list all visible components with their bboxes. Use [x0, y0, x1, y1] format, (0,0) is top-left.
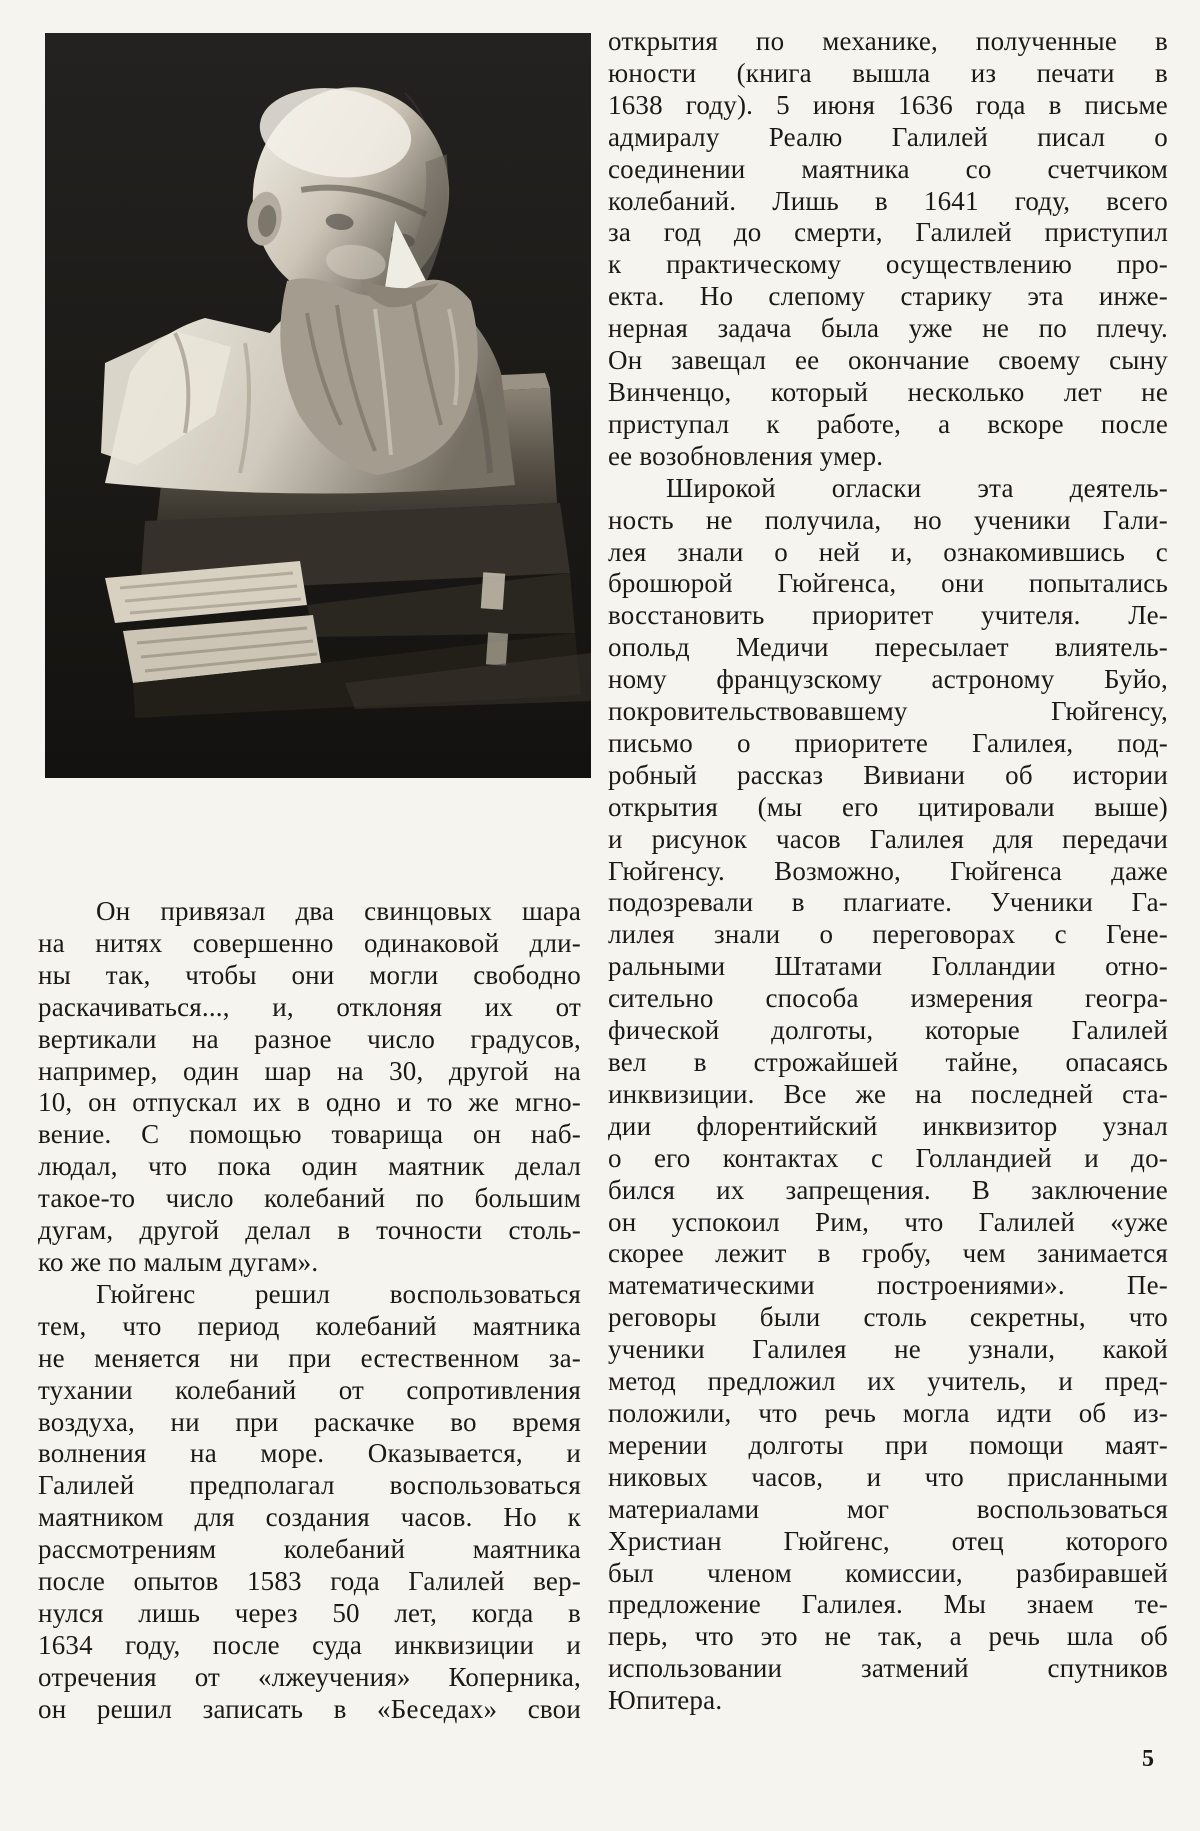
text-line: такое-то число колебаний по большим: [38, 1183, 581, 1214]
text-line: ному французскому астроному Буйо,: [608, 664, 1168, 695]
text-line: Гюйгенсу. Возможно, Гюйгенса даже: [608, 855, 1168, 886]
text-line: он успокоил Рим, что Галилей «уже: [608, 1206, 1168, 1237]
page-number: 5: [1142, 1746, 1154, 1772]
paragraph: [38, 1279, 581, 1726]
galileo-bust-photo: [45, 33, 591, 778]
text-line: отречения от «лжеучения» Коперника,: [38, 1661, 581, 1692]
text-line: мерении долготы при помощи маят-: [608, 1429, 1168, 1460]
text-line: метод предложил их учитель, и пред-: [608, 1366, 1168, 1397]
text-line: был членом комиссии, разбиравшей: [608, 1557, 1168, 1588]
text-line: к практическому осуществлению про-: [608, 249, 1168, 280]
text-line: на нитях совершенно одинаковой дли-: [38, 927, 581, 958]
text-line: ны так, чтобы они могли свободно: [38, 959, 581, 990]
text-line: тем, что период колебаний маятника: [38, 1310, 581, 1341]
text-line: нулся лишь через 50 лет, когда в: [38, 1597, 581, 1628]
text-line: за год до смерти, Галилей приступил: [608, 217, 1168, 248]
text-line: вел в строжайшей тайне, опасаясь: [608, 1047, 1168, 1077]
text-line: вертикали на разное число градусов,: [38, 1023, 581, 1054]
text-line: открытия (мы его цитировали выше): [608, 791, 1168, 822]
paragraph: [38, 896, 581, 1279]
text-line: вение. С помощью товарища он наб-: [38, 1119, 581, 1150]
text-line: использовании затмений спутников: [608, 1653, 1168, 1684]
text-line: Юпитера.: [608, 1685, 723, 1716]
text-line: волнения на море. Оказывается, и: [38, 1438, 581, 1469]
text-line: дии флорентийский инквизитор узнал: [608, 1110, 1168, 1141]
text-line: материалами мог воспользоваться: [608, 1493, 1168, 1524]
text-line: Он привязал два свинцовых шара: [96, 896, 581, 926]
text-line: колебаний. Лишь в 1641 году, всего: [608, 185, 1168, 216]
paragraph: [608, 26, 1168, 473]
text-line: например, один шар на 30, другой на: [38, 1055, 581, 1086]
text-line: адмиралу Реалю Галилей писал о: [608, 121, 1168, 152]
text-line: раскачиваться..., и, отклоняя их от: [38, 991, 581, 1022]
paragraph: [608, 473, 1168, 1717]
bust-illustration: [45, 33, 591, 778]
books-stack: [105, 503, 591, 718]
text-line: предложение Галилея. Мы знаем те-: [608, 1589, 1168, 1620]
text-line: ее возобновления умер.: [608, 440, 884, 471]
text-line: лея знали о ней и, ознакомившись с: [608, 536, 1168, 567]
text-line: фической долготы, которые Галилей: [608, 1015, 1168, 1046]
left-text-column: [38, 896, 581, 1726]
text-line: перь, что это не так, а речь шла об: [608, 1621, 1168, 1652]
text-line: Галилей предполагал воспользоваться: [38, 1470, 581, 1501]
text-line: брошюрой Гюйгенса, они попытались: [608, 568, 1168, 599]
text-line: положили, что речь могла идти об из-: [608, 1397, 1168, 1428]
text-line: 10, он отпускал их в одно и то же мгно-: [38, 1087, 581, 1118]
text-line: Гюйгенс решил воспользоваться: [96, 1278, 581, 1309]
text-line: инквизиции. Все же на последней ста-: [608, 1078, 1168, 1109]
text-line: опольд Медичи пересылает влиятель-: [608, 632, 1168, 663]
text-line: Он завещал ее окончание своему сыну: [608, 345, 1168, 376]
text-line: сительно способа измерения геогра-: [608, 983, 1168, 1014]
text-line: о его контактах с Голландией и до-: [608, 1142, 1168, 1173]
text-line: математическими построениями». Пе-: [608, 1270, 1168, 1301]
text-line: робный рассказ Вивиани об истории: [608, 759, 1168, 790]
text-line: Широкой огласки эта деятель-: [666, 472, 1168, 503]
text-line: приступал к работе, а вскоре после: [608, 408, 1168, 439]
text-line: людал, что пока один маятник делал: [38, 1151, 581, 1182]
text-line: Христиан Гюйгенс, отец которого: [608, 1525, 1168, 1556]
text-line: бился их запрещения. В заключение: [608, 1174, 1168, 1205]
text-line: тухании колебаний от сопротивления: [38, 1374, 581, 1405]
text-line: дугам, другой делал в точности столь-: [38, 1215, 581, 1246]
text-line: реговоры были столь секретны, что: [608, 1302, 1168, 1333]
text-line: Винченцо, который несколько лет не: [608, 376, 1168, 407]
text-line: и рисунок часов Галилея для передачи: [608, 823, 1168, 854]
text-line: ко же по малым дугам».: [38, 1246, 319, 1277]
text-line: ность не получила, но ученики Гали-: [608, 504, 1168, 535]
text-line: письмо о приоритете Галилея, под-: [608, 727, 1168, 758]
text-line: ральными Штатами Голландии отно-: [608, 951, 1168, 982]
text-line: 1638 году). 5 июня 1636 года в письме: [608, 89, 1168, 120]
right-text-column: [608, 26, 1168, 1717]
text-line: скорее лежит в гробу, чем занимается: [608, 1238, 1168, 1269]
text-line: рассмотрениям колебаний маятника: [38, 1534, 581, 1565]
text-line: юности (книга вышла из печати в: [608, 57, 1168, 88]
text-line: восстановить приоритет учителя. Ле-: [608, 600, 1168, 631]
text-line: никовых часов, и что присланными: [608, 1461, 1168, 1492]
text-line: маятником для создания часов. Но к: [38, 1502, 581, 1533]
text-line: покровительствовавшему Гюйгенсу,: [608, 696, 1168, 727]
text-line: 1634 году, после суда инквизиции и: [38, 1629, 581, 1660]
text-line: после опытов 1583 года Галилей вер-: [38, 1566, 581, 1597]
text-line: екта. Но слепому старику эта инже-: [608, 281, 1168, 312]
text-line: ученики Галилея не узнали, какой: [608, 1334, 1168, 1365]
text-line: открытия по механике, полученные в: [608, 26, 1168, 56]
text-line: не меняется ни при естественном за-: [38, 1342, 581, 1373]
text-line: лилея знали о переговорах с Гене-: [608, 919, 1168, 950]
text-line: он решил записать в «Беседах» свои: [38, 1693, 581, 1724]
text-line: нерная задача была уже не по плечу.: [608, 313, 1168, 344]
text-line: подозревали в плагиате. Ученики Га-: [608, 887, 1168, 918]
text-line: воздуха, ни при раскачке во время: [38, 1406, 581, 1437]
text-line: соединении маятника со счетчиком: [608, 153, 1168, 184]
